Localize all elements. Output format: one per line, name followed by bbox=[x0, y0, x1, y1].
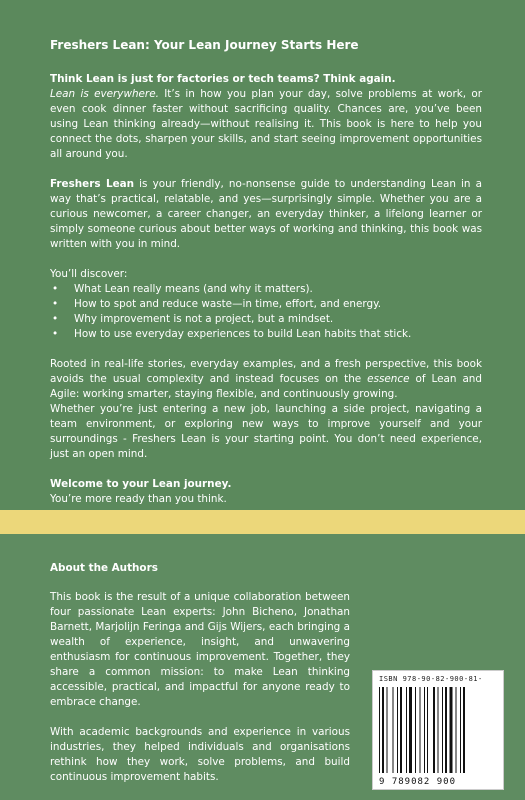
starting-point-paragraph: Whether you’re just entering a new job, launching a side project, navigating a team environment, or exploring new ways to improve yourself and your surroundings - Freshers Lean is your starting point. You don’t need experience, just an open mind. bbox=[50, 403, 482, 460]
isbn-barcode bbox=[372, 670, 504, 790]
barcode-bar bbox=[456, 687, 457, 773]
barcode-bar bbox=[415, 687, 416, 773]
authors-heading: About the Authors bbox=[50, 562, 158, 574]
rooted-italic: essence bbox=[367, 373, 410, 385]
welcome-bold: Welcome to your Lean journey. bbox=[50, 478, 232, 490]
barcode-bar bbox=[387, 687, 388, 773]
welcome-line: You’re more ready than you think. bbox=[50, 493, 227, 505]
barcode-bar bbox=[463, 687, 465, 773]
discover-heading: You’ll discover: bbox=[50, 268, 128, 280]
barcode-bar bbox=[393, 687, 394, 773]
list-item: • How to use everyday experiences to build Lean habits that stick. bbox=[50, 327, 482, 342]
barcode-bar bbox=[450, 687, 453, 773]
guide-rest: is your friendly, no-nonsense guide to understanding Lean in a way that’s practical, relatable, and yes—surprisingly simple. Whether you are a curious newcomer, a career changer, an everyday thinker, a lifelong learner or simply someone curious about better ways of working and thinking, this book was written with you in mind. bbox=[50, 178, 482, 250]
list-item: • What Lean really means (and why it matters). bbox=[50, 282, 482, 297]
guide-paragraph bbox=[50, 177, 482, 252]
barcode-bar bbox=[409, 687, 412, 773]
welcome-bold-line bbox=[50, 477, 482, 492]
rooted-after: of Lean and Agile: working smarter, staying flexible, and continuously growing. bbox=[50, 373, 482, 400]
barcode-bar bbox=[397, 687, 398, 773]
barcode-bar bbox=[400, 687, 402, 773]
barcode-bar bbox=[442, 687, 443, 773]
isbn-label: ISBN 978-90-82-900-81- bbox=[379, 675, 483, 683]
about-authors-section bbox=[50, 562, 350, 800]
barcode-bars bbox=[379, 687, 497, 773]
back-cover-blurb bbox=[50, 38, 482, 522]
rooted-paragraph bbox=[50, 357, 482, 402]
authors-paragraph-1: This book is the result of a unique collaboration between four passionate Lean experts: John Bicheno, Jonathan Barnett, Marjolijn Feringa and Gijs Wijers, each bringing a wealth of experience, insight, and unwavering enthusiasm for continuous improvement. Together, they share a common mission: to make Lean thinking accessible, practical, and impactful for anyone ready to embrace change. bbox=[50, 591, 350, 708]
barcode-bar bbox=[382, 687, 384, 773]
barcode-bar bbox=[424, 687, 425, 773]
guide-bold: Freshers Lean bbox=[50, 178, 135, 190]
rooted-before: Rooted in real-life stories, everyday examples, and a fresh perspective, this book avoids the usual complexity and instead focuses on the bbox=[50, 358, 482, 385]
intro-italic: Lean is everywhere. bbox=[50, 88, 159, 100]
barcode-bar bbox=[433, 687, 435, 773]
list-item: • How to spot and reduce waste—in time, effort, and energy. bbox=[50, 297, 482, 312]
list-item: • Why improvement is not a project, but a mindset. bbox=[50, 312, 482, 327]
barcode-bar bbox=[420, 687, 421, 773]
page-title: Freshers Lean: Your Lean Journey Starts Here bbox=[50, 38, 359, 52]
intro-paragraph bbox=[50, 87, 482, 162]
barcode-bar bbox=[445, 687, 447, 773]
barcode-bar bbox=[406, 687, 407, 773]
intro-lead-bold: Think Lean is just for factories or tech teams? Think again. bbox=[50, 73, 396, 85]
barcode-bar bbox=[438, 687, 439, 773]
intro-rest: It’s in how you plan your day, solve problems at work, or even cook dinner faster without sacrificing quality. Chances are, you’ve been using Lean thinking already—without realising it. This book is here to help you connect the dots, sharpen your skills, and start seeing improvement opportunities all around you. bbox=[50, 88, 482, 160]
barcode-bar bbox=[379, 687, 380, 773]
discover-list bbox=[50, 282, 482, 342]
intro-lead bbox=[50, 72, 482, 87]
barcode-bar bbox=[427, 687, 428, 773]
authors-paragraph-2: With academic backgrounds and experience in various industries, they helped individuals and organisations rethink how they work, solve problems, and build continuous improvement habits. bbox=[50, 726, 350, 783]
isbn-number: 9 789082 900 bbox=[379, 777, 457, 787]
barcode-bar bbox=[460, 687, 461, 773]
